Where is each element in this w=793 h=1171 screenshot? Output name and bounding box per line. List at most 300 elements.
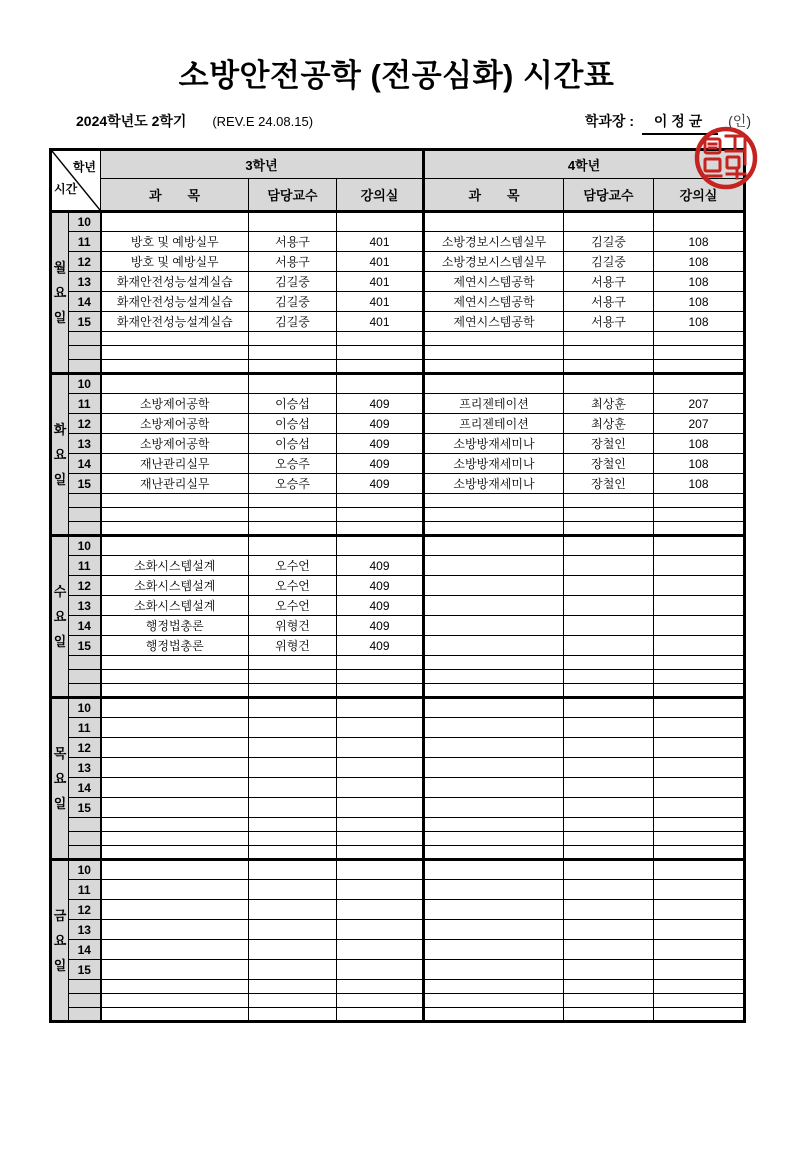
room-cell: 401: [337, 292, 424, 312]
hour-label: 14: [69, 778, 101, 798]
hour-label: [69, 494, 101, 508]
subject-cell: [101, 346, 249, 360]
subject-cell: [424, 576, 564, 596]
corner-time-label: 시간: [54, 182, 78, 196]
hour-label: 15: [69, 474, 101, 494]
subject-cell: [424, 940, 564, 960]
professor-cell: [564, 212, 654, 232]
professor-cell: [564, 1008, 654, 1022]
subject-cell: [101, 718, 249, 738]
room-cell: [337, 698, 424, 718]
hour-label: 11: [69, 880, 101, 900]
hour-label: 13: [69, 434, 101, 454]
subject-cell: [424, 684, 564, 698]
professor-cell: [249, 832, 337, 846]
day-label: 금 요 일: [51, 860, 69, 1022]
subject-cell: [424, 636, 564, 656]
room-cell: [654, 1008, 745, 1022]
professor-cell: [249, 360, 337, 374]
grade4-subject-header: 과 목: [424, 179, 564, 212]
timetable-row: [51, 940, 745, 960]
room-cell: 409: [337, 616, 424, 636]
room-cell: 207: [654, 394, 745, 414]
hour-label: [69, 684, 101, 698]
room-cell: [337, 332, 424, 346]
subject-cell: [424, 900, 564, 920]
subject-cell: [424, 920, 564, 940]
grade4-room-header: 강의실: [654, 179, 745, 212]
grade3-room-header: 강의실: [337, 179, 424, 212]
room-cell: 409: [337, 636, 424, 656]
hour-label: 10: [69, 212, 101, 232]
timetable-row: [51, 798, 745, 818]
subject-cell: 방호 및 예방실무: [101, 252, 249, 272]
professor-cell: [564, 818, 654, 832]
subject-cell: [101, 374, 249, 394]
room-cell: [337, 536, 424, 556]
timetable-row: [51, 332, 745, 346]
professor-cell: [564, 940, 654, 960]
grade3-professor-header: 담당교수: [249, 179, 337, 212]
subject-cell: [424, 522, 564, 536]
subject-cell: [101, 522, 249, 536]
room-cell: 108: [654, 312, 745, 332]
timetable-row: [51, 360, 745, 374]
subject-cell: 소방방재세미나: [424, 454, 564, 474]
room-cell: [337, 940, 424, 960]
subject-cell: [424, 994, 564, 1008]
room-cell: [654, 332, 745, 346]
professor-cell: [564, 880, 654, 900]
professor-cell: [564, 616, 654, 636]
timetable-row: [51, 508, 745, 522]
room-cell: [654, 508, 745, 522]
professor-cell: 장철인: [564, 454, 654, 474]
room-cell: 207: [654, 414, 745, 434]
hour-label: 14: [69, 292, 101, 312]
subject-cell: [101, 536, 249, 556]
room-cell: 409: [337, 394, 424, 414]
room-cell: [337, 994, 424, 1008]
hour-label: 14: [69, 616, 101, 636]
subject-cell: [101, 880, 249, 900]
subject-cell: [101, 846, 249, 860]
hour-label: [69, 670, 101, 684]
room-cell: [337, 494, 424, 508]
professor-cell: 김길중: [249, 272, 337, 292]
professor-cell: [249, 980, 337, 994]
hour-label: [69, 346, 101, 360]
room-cell: [654, 718, 745, 738]
professor-cell: [249, 212, 337, 232]
professor-cell: 이승섭: [249, 434, 337, 454]
professor-cell: 오수언: [249, 596, 337, 616]
timetable-row: [51, 576, 745, 596]
room-cell: [654, 346, 745, 360]
timetable-row: [51, 980, 745, 994]
professor-cell: [249, 670, 337, 684]
professor-cell: [249, 374, 337, 394]
professor-cell: [564, 684, 654, 698]
subject-cell: [101, 900, 249, 920]
professor-cell: [564, 920, 654, 940]
timetable-header: [51, 150, 745, 212]
professor-cell: [249, 332, 337, 346]
room-cell: [654, 576, 745, 596]
hour-label: 13: [69, 920, 101, 940]
room-cell: 401: [337, 252, 424, 272]
room-cell: 401: [337, 232, 424, 252]
hour-label: [69, 332, 101, 346]
hour-label: 11: [69, 394, 101, 414]
subheader: [76, 111, 751, 135]
professor-cell: [249, 536, 337, 556]
subject-cell: 화재안전성능설계실습: [101, 272, 249, 292]
professor-cell: [564, 556, 654, 576]
hour-label: 13: [69, 758, 101, 778]
subject-cell: 소화시스템설계: [101, 576, 249, 596]
timetable-row: [51, 616, 745, 636]
professor-cell: [249, 1008, 337, 1022]
subject-cell: [424, 596, 564, 616]
timetable-row: [51, 454, 745, 474]
subject-cell: [424, 1008, 564, 1022]
approver-label: 학과장 :: [584, 113, 634, 129]
room-cell: 108: [654, 454, 745, 474]
subject-cell: [101, 212, 249, 232]
subject-cell: [101, 994, 249, 1008]
hour-label: [69, 994, 101, 1008]
subject-cell: 재난관리실무: [101, 474, 249, 494]
professor-cell: 위형건: [249, 636, 337, 656]
hour-label: [69, 656, 101, 670]
room-cell: 409: [337, 556, 424, 576]
room-cell: [337, 832, 424, 846]
day-label: 화 요 일: [51, 374, 69, 536]
room-cell: 108: [654, 434, 745, 454]
hour-label: 10: [69, 374, 101, 394]
professor-cell: [249, 818, 337, 832]
hour-label: 15: [69, 636, 101, 656]
hour-label: 11: [69, 718, 101, 738]
timetable-row: [51, 832, 745, 846]
hour-label: 15: [69, 798, 101, 818]
room-cell: [654, 880, 745, 900]
room-cell: 108: [654, 292, 745, 312]
timetable-row: [51, 434, 745, 454]
hour-label: [69, 508, 101, 522]
timetable-row: [51, 394, 745, 414]
timetable-row: [51, 1008, 745, 1022]
subject-cell: [101, 1008, 249, 1022]
subject-cell: 행정법총론: [101, 636, 249, 656]
professor-cell: [249, 846, 337, 860]
professor-cell: [249, 798, 337, 818]
room-cell: [654, 698, 745, 718]
hour-label: 10: [69, 860, 101, 880]
professor-cell: [564, 798, 654, 818]
professor-cell: 서용구: [249, 252, 337, 272]
room-cell: 409: [337, 434, 424, 454]
timetable-row: [51, 636, 745, 656]
professor-cell: [249, 778, 337, 798]
professor-cell: [564, 860, 654, 880]
subject-cell: 재난관리실무: [101, 454, 249, 474]
hour-label: 12: [69, 738, 101, 758]
professor-cell: 오수언: [249, 556, 337, 576]
subject-cell: [101, 332, 249, 346]
subject-cell: 프리젠테이션: [424, 414, 564, 434]
subject-cell: [101, 798, 249, 818]
timetable-row: [51, 778, 745, 798]
subject-cell: [424, 846, 564, 860]
timetable-row: [51, 536, 745, 556]
subject-cell: 소방제어공학: [101, 394, 249, 414]
subject-cell: [424, 494, 564, 508]
room-cell: [337, 684, 424, 698]
subject-cell: [101, 738, 249, 758]
room-cell: 401: [337, 312, 424, 332]
professor-cell: [249, 994, 337, 1008]
professor-cell: 김길중: [564, 252, 654, 272]
room-cell: [654, 360, 745, 374]
room-cell: 409: [337, 454, 424, 474]
subject-cell: [424, 880, 564, 900]
room-cell: [337, 980, 424, 994]
subject-cell: [101, 832, 249, 846]
hour-label: 15: [69, 312, 101, 332]
subject-cell: [424, 980, 564, 994]
subject-cell: 소방방재세미나: [424, 474, 564, 494]
hour-label: 11: [69, 556, 101, 576]
room-cell: [654, 940, 745, 960]
hour-label: 13: [69, 272, 101, 292]
timetable-row: [51, 684, 745, 698]
professor-cell: [249, 860, 337, 880]
professor-cell: [249, 920, 337, 940]
professor-cell: [564, 636, 654, 656]
room-cell: [654, 738, 745, 758]
subject-cell: [424, 860, 564, 880]
professor-cell: [564, 778, 654, 798]
room-cell: [337, 758, 424, 778]
room-cell: [654, 536, 745, 556]
room-cell: [654, 758, 745, 778]
timetable-row: [51, 900, 745, 920]
professor-cell: 서용구: [249, 232, 337, 252]
professor-cell: [564, 346, 654, 360]
room-cell: 409: [337, 576, 424, 596]
hour-label: 10: [69, 698, 101, 718]
room-cell: [337, 718, 424, 738]
subject-cell: 제연시스템공학: [424, 272, 564, 292]
subject-cell: 프리젠테이션: [424, 394, 564, 414]
subject-cell: [424, 818, 564, 832]
hour-label: [69, 832, 101, 846]
professor-cell: [249, 880, 337, 900]
professor-cell: [564, 670, 654, 684]
room-cell: [654, 900, 745, 920]
professor-cell: [249, 960, 337, 980]
timetable-row: [51, 758, 745, 778]
professor-cell: [249, 508, 337, 522]
professor-cell: [249, 494, 337, 508]
professor-cell: [564, 656, 654, 670]
professor-cell: [249, 940, 337, 960]
subject-cell: 소방경보시스템실무: [424, 252, 564, 272]
corner-cell: [51, 150, 101, 212]
term-info: [76, 111, 313, 131]
room-cell: [337, 846, 424, 860]
professor-cell: [564, 494, 654, 508]
subject-cell: [424, 616, 564, 636]
subject-cell: [424, 212, 564, 232]
room-cell: [337, 360, 424, 374]
room-cell: [654, 980, 745, 994]
timetable-row: [51, 596, 745, 616]
professor-cell: [564, 758, 654, 778]
room-cell: [654, 522, 745, 536]
hour-label: 14: [69, 940, 101, 960]
room-cell: [337, 670, 424, 684]
corner-grade-label: 학년: [72, 160, 96, 174]
timetable-row: [51, 414, 745, 434]
room-cell: [337, 900, 424, 920]
room-cell: [654, 494, 745, 508]
hour-label: [69, 360, 101, 374]
hour-label: [69, 846, 101, 860]
approval-line: [585, 111, 751, 135]
professor-cell: 최상훈: [564, 394, 654, 414]
professor-cell: [564, 508, 654, 522]
day-label: 월 요 일: [51, 212, 69, 374]
timetable-row: [51, 252, 745, 272]
professor-cell: [249, 718, 337, 738]
timetable-row: [51, 474, 745, 494]
timetable-row: [51, 292, 745, 312]
professor-cell: [564, 980, 654, 994]
subject-cell: [424, 832, 564, 846]
professor-cell: [249, 758, 337, 778]
professor-cell: 위형건: [249, 616, 337, 636]
revision-note: (REV.E 24.08.15): [212, 114, 314, 129]
room-cell: [337, 738, 424, 758]
room-cell: 108: [654, 232, 745, 252]
hour-label: [69, 522, 101, 536]
subject-cell: 소방제어공학: [101, 414, 249, 434]
hour-label: 11: [69, 232, 101, 252]
professor-cell: 서용구: [564, 292, 654, 312]
room-cell: [654, 920, 745, 940]
professor-cell: [249, 684, 337, 698]
professor-cell: [249, 346, 337, 360]
subject-cell: [101, 670, 249, 684]
timetable-row: [51, 522, 745, 536]
professor-cell: 김길중: [249, 292, 337, 312]
subject-cell: [424, 360, 564, 374]
timetable-row: [51, 860, 745, 880]
room-cell: [337, 880, 424, 900]
room-cell: [337, 860, 424, 880]
timetable-row: [51, 670, 745, 684]
subject-cell: 소화시스템설계: [101, 596, 249, 616]
professor-cell: [564, 536, 654, 556]
subject-cell: [101, 494, 249, 508]
professor-cell: [564, 718, 654, 738]
professor-cell: [564, 360, 654, 374]
day-label: 목 요 일: [51, 698, 69, 860]
professor-cell: 오승주: [249, 454, 337, 474]
subject-cell: [424, 698, 564, 718]
hour-label: [69, 818, 101, 832]
subject-cell: 제연시스템공학: [424, 312, 564, 332]
room-cell: 401: [337, 272, 424, 292]
room-cell: [654, 846, 745, 860]
room-cell: 108: [654, 474, 745, 494]
timetable-body: [51, 212, 745, 1022]
professor-cell: [564, 596, 654, 616]
subject-cell: [101, 960, 249, 980]
subject-cell: [424, 718, 564, 738]
room-cell: [337, 818, 424, 832]
timetable-row: [51, 346, 745, 360]
room-cell: [654, 656, 745, 670]
room-cell: [337, 1008, 424, 1022]
room-cell: [654, 798, 745, 818]
subject-cell: 화재안전성능설계실습: [101, 312, 249, 332]
professor-cell: 서용구: [564, 272, 654, 292]
hour-label: 10: [69, 536, 101, 556]
timetable-row: [51, 698, 745, 718]
academic-term: 2024학년도 2학기: [76, 113, 187, 129]
subject-cell: [424, 508, 564, 522]
hour-label: 14: [69, 454, 101, 474]
room-cell: [337, 920, 424, 940]
subject-cell: 제연시스템공학: [424, 292, 564, 312]
subject-cell: [101, 698, 249, 718]
professor-cell: 최상훈: [564, 414, 654, 434]
professor-cell: [564, 698, 654, 718]
room-cell: [337, 346, 424, 360]
subject-cell: [101, 920, 249, 940]
timetable-row: [51, 718, 745, 738]
subject-cell: [424, 798, 564, 818]
subject-cell: [101, 684, 249, 698]
room-cell: [654, 832, 745, 846]
room-cell: 409: [337, 474, 424, 494]
subject-cell: [424, 374, 564, 394]
timetable-row: [51, 272, 745, 292]
subject-cell: 소방방재세미나: [424, 434, 564, 454]
professor-cell: 장철인: [564, 474, 654, 494]
hour-label: 13: [69, 596, 101, 616]
professor-cell: 이승섭: [249, 414, 337, 434]
hour-label: [69, 1008, 101, 1022]
professor-cell: [564, 374, 654, 394]
timetable-row: [51, 818, 745, 832]
page-title: 소방안전공학 (전공심화) 시간표: [178, 58, 615, 93]
hour-label: 12: [69, 576, 101, 596]
room-cell: [337, 778, 424, 798]
professor-cell: 서용구: [564, 312, 654, 332]
professor-cell: [249, 738, 337, 758]
subject-cell: [424, 536, 564, 556]
subject-cell: [424, 960, 564, 980]
room-cell: 409: [337, 414, 424, 434]
professor-cell: [564, 960, 654, 980]
subject-cell: [101, 508, 249, 522]
subject-cell: 소화시스템설계: [101, 556, 249, 576]
